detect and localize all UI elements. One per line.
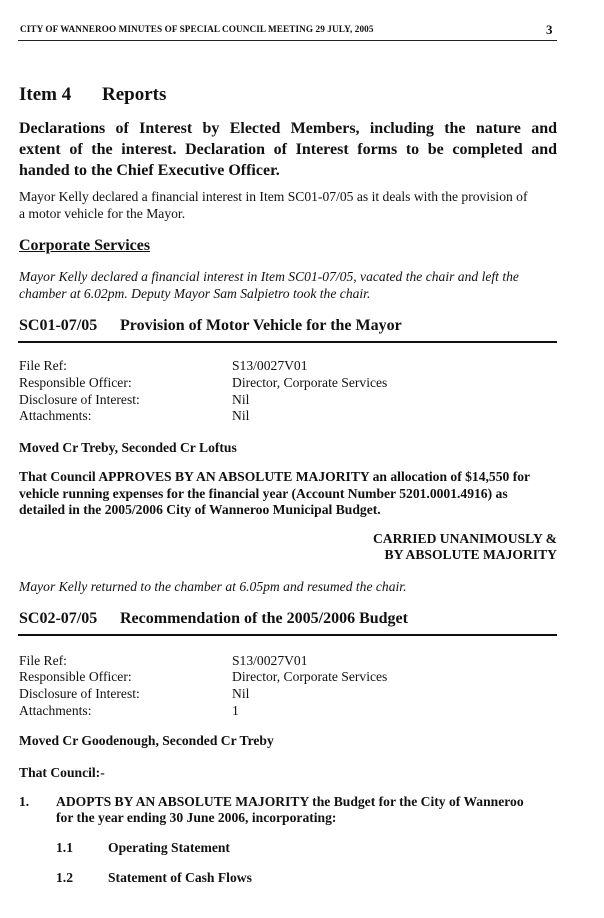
field-value: Nil: [232, 392, 250, 407]
resolution-line: That Council APPROVES BY AN ABSOLUTE MAJORITY an allocation of $14,550 for: [19, 469, 531, 484]
field-label: Responsible Officer:: [19, 375, 132, 390]
section-code: SC01-07/05: [19, 317, 98, 334]
declarations-heading-line: handed to the Chief Executive Officer.: [19, 162, 280, 179]
list-item-number: 1.: [19, 794, 30, 809]
sub-item-number: 1.1: [56, 840, 73, 855]
carried-line: CARRIED UNANIMOUSLY &: [372, 531, 557, 546]
running-header-title: CITY OF WANNEROO MINUTES OF SPECIAL COUNCIL MEETING 29 JULY, 2005: [20, 24, 374, 34]
that-council: That Council:-: [19, 765, 105, 780]
resolution-line: vehicle running expenses for the financial year (Account Number 5201.0001.4916) as: [19, 486, 508, 501]
header-rule: [18, 40, 557, 41]
moved-seconded: Moved Cr Treby, Seconded Cr Loftus: [19, 440, 237, 455]
resolution-line: detailed in the 2005/2006 City of Wanneroo Municipal Budget.: [19, 502, 381, 517]
section-rule: [18, 341, 557, 343]
sub-item-text: Operating Statement: [108, 840, 230, 855]
field-value: Director, Corporate Services: [232, 669, 388, 684]
section-title: Provision of Motor Vehicle for the Mayor: [120, 317, 402, 334]
field-label: Attachments:: [19, 703, 92, 718]
section-rule: [18, 634, 557, 636]
page-number: 3: [546, 22, 553, 37]
mayor-vacated-line: chamber at 6.02pm. Deputy Mayor Sam Salpietro took the chair.: [19, 286, 371, 301]
mayor-declaration-line: a motor vehicle for the Mayor.: [19, 206, 186, 221]
item-number: Item 4: [19, 84, 72, 105]
field-value: S13/0027V01: [232, 358, 308, 373]
section-title: Recommendation of the 2005/2006 Budget: [120, 610, 408, 627]
mayor-returned: Mayor Kelly returned to the chamber at 6.05pm and resumed the chair.: [19, 579, 407, 594]
mayor-declaration-line: Mayor Kelly declared a financial interest in Item SC01-07/05 as it deals with the provision of: [19, 189, 528, 204]
declarations-heading-line: extent of the interest. Declaration of Interest forms to be completed and: [19, 141, 557, 158]
sub-item-number: 1.2: [56, 870, 73, 885]
field-label: Responsible Officer:: [19, 669, 132, 684]
declarations-heading: [19, 118, 557, 181]
mayor-vacated-line: Mayor Kelly declared a financial interest in Item SC01-07/05, vacated the chair and left the: [19, 269, 519, 284]
field-label: File Ref:: [19, 653, 67, 668]
list-item-line: for the year ending 30 June 2006, incorporating:: [56, 810, 337, 825]
moved-seconded: Moved Cr Goodenough, Seconded Cr Treby: [19, 733, 274, 748]
field-label: File Ref:: [19, 358, 67, 373]
field-label: Attachments:: [19, 408, 92, 423]
field-label: Disclosure of Interest:: [19, 686, 140, 701]
field-label: Disclosure of Interest:: [19, 392, 140, 407]
field-value: 1: [232, 703, 239, 718]
field-value: Director, Corporate Services: [232, 375, 388, 390]
field-value: S13/0027V01: [232, 653, 308, 668]
corporate-services-heading: Corporate Services: [19, 237, 151, 254]
sub-item-text: Statement of Cash Flows: [108, 870, 252, 885]
list-item-line: ADOPTS BY AN ABSOLUTE MAJORITY the Budget for the City of Wanneroo: [56, 794, 524, 809]
field-value: Nil: [232, 686, 250, 701]
declarations-heading-line: Declarations of Interest by Elected Members, including the nature and: [19, 120, 557, 137]
field-value: Nil: [232, 408, 250, 423]
section-code: SC02-07/05: [19, 610, 98, 627]
carried-line: BY ABSOLUTE MAJORITY: [384, 547, 557, 562]
item-title: Reports: [102, 84, 167, 105]
